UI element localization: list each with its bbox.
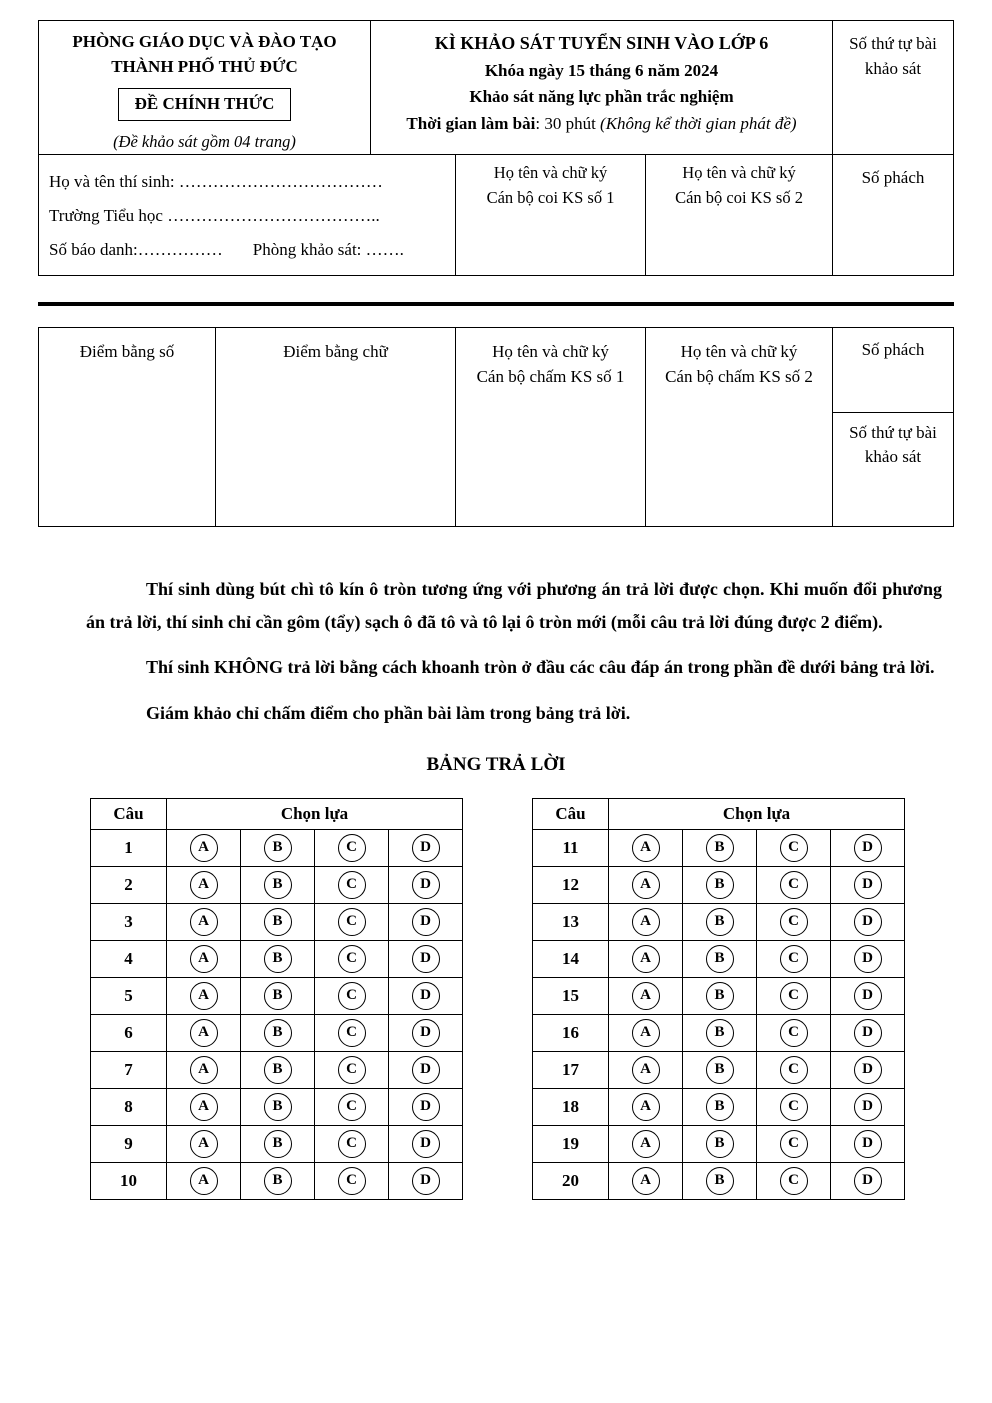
instructions-block — [86, 573, 942, 730]
answer-option-cell[interactable] — [683, 1088, 757, 1125]
answer-table-left — [90, 798, 463, 1200]
answer-row — [533, 977, 905, 1014]
question-number: 13 — [533, 903, 609, 940]
answer-option-cell[interactable] — [167, 1162, 241, 1199]
answer-bubble-d[interactable]: D — [412, 1056, 440, 1084]
answer-option-cell[interactable] — [831, 1051, 905, 1088]
answer-bubble-a[interactable]: A — [632, 1093, 660, 1121]
code-number-label: Số phách — [861, 339, 925, 359]
answer-bubble-a[interactable]: A — [632, 871, 660, 899]
header-row-top — [39, 21, 953, 155]
answer-option-cell[interactable] — [389, 940, 463, 977]
answer-bubble-c[interactable]: C — [338, 982, 366, 1010]
answer-bubble-c[interactable]: C — [338, 945, 366, 973]
proctor2-label: Cán bộ coi KS số 2 — [675, 187, 803, 207]
answer-row — [91, 1088, 463, 1125]
answer-option-cell[interactable] — [757, 1088, 831, 1125]
answer-bubble-b[interactable]: B — [264, 871, 292, 899]
answer-bubble-a[interactable]: A — [190, 871, 218, 899]
answer-bubble-d[interactable]: D — [412, 1167, 440, 1195]
answer-row — [91, 903, 463, 940]
answer-bubble-b[interactable]: B — [706, 982, 734, 1010]
student-number-room-line — [49, 233, 455, 267]
answer-row — [533, 1125, 905, 1162]
pages-note: (Đề khảo sát gồm 04 trang) — [113, 131, 296, 151]
answer-option-cell[interactable] — [757, 940, 831, 977]
answer-option-cell[interactable] — [167, 903, 241, 940]
answer-bubble-d[interactable]: D — [854, 945, 882, 973]
answer-bubble-a[interactable]: A — [632, 908, 660, 936]
answer-option-cell[interactable] — [683, 866, 757, 903]
answer-bubble-b[interactable]: B — [706, 1167, 734, 1195]
question-number: 18 — [533, 1088, 609, 1125]
answer-bubble-a[interactable]: A — [190, 1130, 218, 1158]
answer-option-cell[interactable] — [315, 829, 389, 866]
answer-bubble-c[interactable]: C — [780, 1056, 808, 1084]
answer-option-cell[interactable] — [167, 1088, 241, 1125]
answer-bubble-c[interactable]: C — [780, 1130, 808, 1158]
answer-option-cell[interactable] — [831, 1014, 905, 1051]
answer-row — [91, 866, 463, 903]
answer-option-cell[interactable] — [167, 977, 241, 1014]
answer-bubble-a[interactable]: A — [632, 1019, 660, 1047]
answer-bubble-a[interactable]: A — [632, 945, 660, 973]
answer-option-cell[interactable] — [241, 903, 315, 940]
answer-option-cell[interactable] — [241, 1051, 315, 1088]
answer-option-cell[interactable] — [241, 940, 315, 977]
proctor1-label: Cán bộ coi KS số 1 — [486, 187, 615, 207]
answer-table-right — [532, 798, 905, 1200]
answer-bubble-b[interactable]: B — [264, 945, 292, 973]
answer-option-cell[interactable] — [241, 977, 315, 1014]
signature-label: Họ tên và chữ ký — [680, 341, 798, 361]
answer-option-cell[interactable] — [609, 1088, 683, 1125]
answer-bubble-c[interactable]: C — [780, 834, 808, 862]
answer-option-cell[interactable] — [609, 940, 683, 977]
answer-option-cell[interactable] — [389, 866, 463, 903]
answer-bubble-b[interactable]: B — [706, 1056, 734, 1084]
answer-row — [533, 903, 905, 940]
answer-option-cell[interactable] — [315, 977, 389, 1014]
answer-bubble-a[interactable]: A — [632, 1130, 660, 1158]
answer-option-cell[interactable] — [609, 977, 683, 1014]
answer-option-cell[interactable] — [389, 1051, 463, 1088]
question-number: 3 — [91, 903, 167, 940]
exam-room-field[interactable]: Phòng khảo sát: ……. — [252, 239, 404, 259]
answer-row — [533, 829, 905, 866]
question-col-header: Câu — [533, 798, 609, 829]
answer-bubble-b[interactable]: B — [264, 1019, 292, 1047]
answer-bubble-b[interactable]: B — [264, 1130, 292, 1158]
answer-bubble-a[interactable]: A — [190, 1056, 218, 1084]
grading-right-column — [833, 328, 953, 526]
duration-note: (Không kể thời gian phát đề) — [600, 113, 797, 133]
answer-row — [533, 866, 905, 903]
answer-bubble-a[interactable]: A — [632, 1167, 660, 1195]
question-number: 19 — [533, 1125, 609, 1162]
header-table — [38, 20, 954, 276]
answer-option-cell[interactable] — [831, 829, 905, 866]
answer-option-cell[interactable] — [609, 1125, 683, 1162]
answer-bubble-b[interactable]: B — [706, 1019, 734, 1047]
score-words-cell[interactable] — [216, 328, 456, 526]
answer-row — [91, 977, 463, 1014]
score-words-label: Điểm bằng chữ — [283, 341, 388, 361]
official-exam-badge: ĐỀ CHÍNH THỨC — [118, 88, 292, 121]
question-number: 6 — [91, 1014, 167, 1051]
answer-option-cell[interactable] — [315, 1088, 389, 1125]
answer-option-cell[interactable] — [757, 1051, 831, 1088]
order-number-cell — [833, 21, 953, 154]
question-col-header: Câu — [91, 798, 167, 829]
answer-bubble-b[interactable]: B — [706, 908, 734, 936]
answer-bubble-b[interactable]: B — [264, 834, 292, 862]
answer-bubble-d[interactable]: D — [854, 1019, 882, 1047]
answer-option-cell[interactable] — [241, 1088, 315, 1125]
answer-option-cell[interactable] — [241, 1162, 315, 1199]
answer-option-cell[interactable] — [683, 940, 757, 977]
answer-bubble-d[interactable]: D — [854, 1167, 882, 1195]
answer-option-cell[interactable] — [609, 903, 683, 940]
answer-option-cell[interactable] — [757, 1162, 831, 1199]
student-info-cell — [39, 155, 456, 275]
grading-order-number-cell — [833, 413, 953, 526]
question-number: 10 — [91, 1162, 167, 1199]
answer-option-cell[interactable] — [389, 903, 463, 940]
answer-bubble-c[interactable]: C — [338, 908, 366, 936]
answer-bubble-c[interactable]: C — [338, 1019, 366, 1047]
answer-option-cell[interactable] — [315, 903, 389, 940]
answer-option-cell[interactable] — [389, 1088, 463, 1125]
answer-bubble-a[interactable]: A — [190, 945, 218, 973]
answer-option-cell[interactable] — [757, 977, 831, 1014]
student-name-field[interactable]: Họ và tên thí sinh: ……………………………… — [49, 171, 383, 191]
answer-bubble-c[interactable]: C — [338, 871, 366, 899]
answer-bubble-b[interactable]: B — [264, 982, 292, 1010]
answer-row — [533, 940, 905, 977]
answer-option-cell[interactable] — [757, 829, 831, 866]
choices-col-header: Chọn lựa — [167, 798, 463, 829]
answer-row — [91, 1162, 463, 1199]
answer-option-cell[interactable] — [683, 1162, 757, 1199]
answer-option-cell[interactable] — [241, 1125, 315, 1162]
instruction-paragraph-3: Giám khảo chỉ chấm điểm cho phần bài làm trong bảng trả lời. — [146, 703, 631, 724]
answer-option-cell[interactable] — [241, 866, 315, 903]
answer-table-title: BẢNG TRẢ LỜI — [426, 753, 566, 775]
answer-table-header-row — [91, 798, 463, 829]
answer-row — [91, 1125, 463, 1162]
answer-bubble-a[interactable]: A — [190, 1093, 218, 1121]
question-number: 5 — [91, 977, 167, 1014]
answer-option-cell[interactable] — [389, 977, 463, 1014]
answer-bubble-c[interactable]: C — [338, 1167, 366, 1195]
answer-bubble-d[interactable]: D — [854, 1056, 882, 1084]
org-name-line2: THÀNH PHỐ THỦ ĐỨC — [111, 56, 298, 76]
answer-option-cell[interactable] — [389, 1162, 463, 1199]
answer-option-cell[interactable] — [315, 1125, 389, 1162]
answer-bubble-d[interactable]: D — [854, 871, 882, 899]
signature-label: Họ tên và chữ ký — [682, 162, 796, 182]
answer-option-cell[interactable] — [609, 1051, 683, 1088]
answer-option-cell[interactable] — [609, 829, 683, 866]
answer-bubble-a[interactable]: A — [190, 1019, 218, 1047]
answer-bubble-a[interactable]: A — [190, 1167, 218, 1195]
answer-bubble-a[interactable]: A — [632, 1056, 660, 1084]
answer-tables-area — [38, 798, 954, 1200]
answer-bubble-b[interactable]: B — [706, 1130, 734, 1158]
answer-bubble-d[interactable]: D — [412, 945, 440, 973]
answer-row — [533, 1014, 905, 1051]
answer-bubble-b[interactable]: B — [706, 871, 734, 899]
answer-option-cell[interactable] — [389, 1014, 463, 1051]
question-number: 11 — [533, 829, 609, 866]
answer-bubble-a[interactable]: A — [632, 982, 660, 1010]
answer-bubble-d[interactable]: D — [854, 982, 882, 1010]
proctor1-signature-area[interactable] — [456, 155, 646, 275]
question-number: 2 — [91, 866, 167, 903]
answer-option-cell[interactable] — [683, 1051, 757, 1088]
answer-option-cell[interactable] — [167, 1125, 241, 1162]
question-number: 9 — [91, 1125, 167, 1162]
answer-option-cell[interactable] — [315, 1051, 389, 1088]
answer-bubble-c[interactable]: C — [780, 945, 808, 973]
answer-option-cell[interactable] — [683, 1014, 757, 1051]
exam-header-cell — [371, 21, 833, 154]
answer-bubble-b[interactable]: B — [264, 1056, 292, 1084]
answer-bubble-b[interactable]: B — [264, 908, 292, 936]
question-number: 14 — [533, 940, 609, 977]
answer-row — [91, 940, 463, 977]
answer-option-cell[interactable] — [831, 1162, 905, 1199]
answer-row — [533, 1051, 905, 1088]
answer-option-cell[interactable] — [831, 903, 905, 940]
answer-bubble-c[interactable]: C — [780, 1093, 808, 1121]
instruction-paragraph-1: Thí sinh dùng bút chì tô kín ô tròn tương ứng với phương án trả lời được chọn. Khi muốn đổi phương án trả lời, thí sinh chỉ cần gôm (tẩy) sạch ô đã tô và tô lại ô tròn mới (mỗi câu trả lời đúng được 2 điểm). — [86, 578, 942, 632]
answer-option-cell[interactable] — [315, 940, 389, 977]
answer-bubble-c[interactable]: C — [338, 1056, 366, 1084]
question-number: 7 — [91, 1051, 167, 1088]
answer-bubble-c[interactable]: C — [338, 834, 366, 862]
answer-bubble-a[interactable]: A — [190, 982, 218, 1010]
answer-option-cell[interactable] — [757, 1125, 831, 1162]
answer-bubble-c[interactable]: C — [338, 1130, 366, 1158]
answer-option-cell[interactable] — [757, 1014, 831, 1051]
question-number: 1 — [91, 829, 167, 866]
answer-bubble-d[interactable]: D — [412, 982, 440, 1010]
duration-value: : 30 phút — [535, 113, 596, 133]
score-number-cell[interactable] — [39, 328, 216, 526]
answer-option-cell[interactable] — [831, 977, 905, 1014]
answer-bubble-b[interactable]: B — [264, 1093, 292, 1121]
signature-label: Họ tên và chữ ký — [492, 341, 609, 361]
grader2-signature-area[interactable] — [646, 328, 833, 526]
question-number: 20 — [533, 1162, 609, 1199]
answer-bubble-d[interactable]: D — [412, 908, 440, 936]
duration-label: Thời gian làm bài — [406, 113, 536, 133]
order-number-label: Số thứ tự bài khảo sát — [849, 34, 937, 78]
answer-bubble-a[interactable]: A — [190, 834, 218, 862]
answer-row — [533, 1088, 905, 1125]
answer-option-cell[interactable] — [167, 940, 241, 977]
question-number: 15 — [533, 977, 609, 1014]
question-number: 8 — [91, 1088, 167, 1125]
answer-option-cell[interactable] — [609, 1162, 683, 1199]
answer-row — [533, 1162, 905, 1199]
answer-option-cell[interactable] — [315, 1014, 389, 1051]
answer-option-cell[interactable] — [683, 903, 757, 940]
question-number: 12 — [533, 866, 609, 903]
header-row-bottom — [39, 155, 953, 275]
answer-option-cell[interactable] — [167, 1051, 241, 1088]
answer-bubble-b[interactable]: B — [706, 945, 734, 973]
answer-bubble-b[interactable]: B — [264, 1167, 292, 1195]
candidate-number-field[interactable]: Số báo danh:…………… — [49, 239, 223, 259]
code-number-cell — [833, 155, 953, 275]
choices-col-header: Chọn lựa — [609, 798, 905, 829]
separator-line — [38, 302, 954, 306]
grading-code-number-cell — [833, 328, 953, 413]
answer-bubble-d[interactable]: D — [412, 1019, 440, 1047]
answer-bubble-c[interactable]: C — [780, 871, 808, 899]
answer-option-cell[interactable] — [831, 866, 905, 903]
answer-bubble-c[interactable]: C — [780, 908, 808, 936]
answer-option-cell[interactable] — [757, 866, 831, 903]
answer-bubble-b[interactable]: B — [706, 834, 734, 862]
answer-option-cell[interactable] — [241, 829, 315, 866]
answer-option-cell[interactable] — [389, 829, 463, 866]
answer-option-cell[interactable] — [757, 903, 831, 940]
exam-date: Khóa ngày 15 tháng 6 năm 2024 — [484, 60, 719, 80]
proctor2-signature-area[interactable] — [646, 155, 833, 275]
answer-bubble-a[interactable]: A — [190, 908, 218, 936]
answer-option-cell[interactable] — [389, 1125, 463, 1162]
answer-bubble-d[interactable]: D — [854, 908, 882, 936]
order-number-label: Số thứ tự bài khảo sát — [849, 422, 937, 467]
grader2-label: Cán bộ chấm KS số 2 — [665, 367, 813, 387]
answer-row — [91, 1014, 463, 1051]
grading-table — [38, 327, 954, 527]
answer-option-cell[interactable] — [683, 829, 757, 866]
grader1-signature-area[interactable] — [456, 328, 646, 526]
question-number: 16 — [533, 1014, 609, 1051]
answer-bubble-c[interactable]: C — [780, 1019, 808, 1047]
answer-bubble-d[interactable]: D — [412, 871, 440, 899]
answer-option-cell[interactable] — [609, 866, 683, 903]
student-school-field[interactable]: Trường Tiểu học ……………………………….. — [49, 205, 380, 225]
answer-option-cell[interactable] — [167, 866, 241, 903]
answer-option-cell[interactable] — [315, 866, 389, 903]
answer-option-cell[interactable] — [241, 1014, 315, 1051]
answer-option-cell[interactable] — [315, 1162, 389, 1199]
answer-option-cell[interactable] — [683, 1125, 757, 1162]
answer-bubble-d[interactable]: D — [854, 1130, 882, 1158]
org-header-cell — [39, 21, 371, 154]
answer-bubble-c[interactable]: C — [780, 1167, 808, 1195]
answer-option-cell[interactable] — [609, 1014, 683, 1051]
exam-title: KÌ KHẢO SÁT TUYỂN SINH VÀO LỚP 6 — [434, 33, 769, 53]
answer-option-cell[interactable] — [831, 1125, 905, 1162]
answer-option-cell[interactable] — [831, 1088, 905, 1125]
answer-option-cell[interactable] — [683, 977, 757, 1014]
answer-bubble-c[interactable]: C — [338, 1093, 366, 1121]
answer-bubble-c[interactable]: C — [780, 982, 808, 1010]
answer-bubble-d[interactable]: D — [854, 834, 882, 862]
exam-duration-line — [371, 111, 832, 137]
answer-bubble-d[interactable]: D — [412, 834, 440, 862]
answer-bubble-d[interactable]: D — [412, 1130, 440, 1158]
score-number-label: Điểm bằng số — [79, 341, 175, 361]
question-number: 4 — [91, 940, 167, 977]
question-number: 17 — [533, 1051, 609, 1088]
answer-row — [91, 829, 463, 866]
grader1-label: Cán bộ chấm KS số 1 — [476, 367, 625, 387]
answer-table-header-row — [533, 798, 905, 829]
org-name-line1: PHÒNG GIÁO DỤC VÀ ĐÀO TẠO — [72, 32, 337, 51]
answer-bubble-a[interactable]: A — [632, 834, 660, 862]
exam-subject: Khảo sát năng lực phần trắc nghiệm — [469, 87, 734, 107]
answer-option-cell[interactable] — [167, 1014, 241, 1051]
code-number-label: Số phách — [861, 167, 925, 187]
answer-row — [91, 1051, 463, 1088]
answer-bubble-d[interactable]: D — [412, 1093, 440, 1121]
answer-option-cell[interactable] — [167, 829, 241, 866]
answer-bubble-b[interactable]: B — [706, 1093, 734, 1121]
answer-bubble-d[interactable]: D — [854, 1093, 882, 1121]
instruction-paragraph-2: Thí sinh KHÔNG trả lời bằng cách khoanh tròn ở đầu các câu đáp án trong phần đề dưới bảng trả lời. — [146, 657, 935, 678]
answer-option-cell[interactable] — [831, 940, 905, 977]
signature-label: Họ tên và chữ ký — [493, 162, 608, 182]
